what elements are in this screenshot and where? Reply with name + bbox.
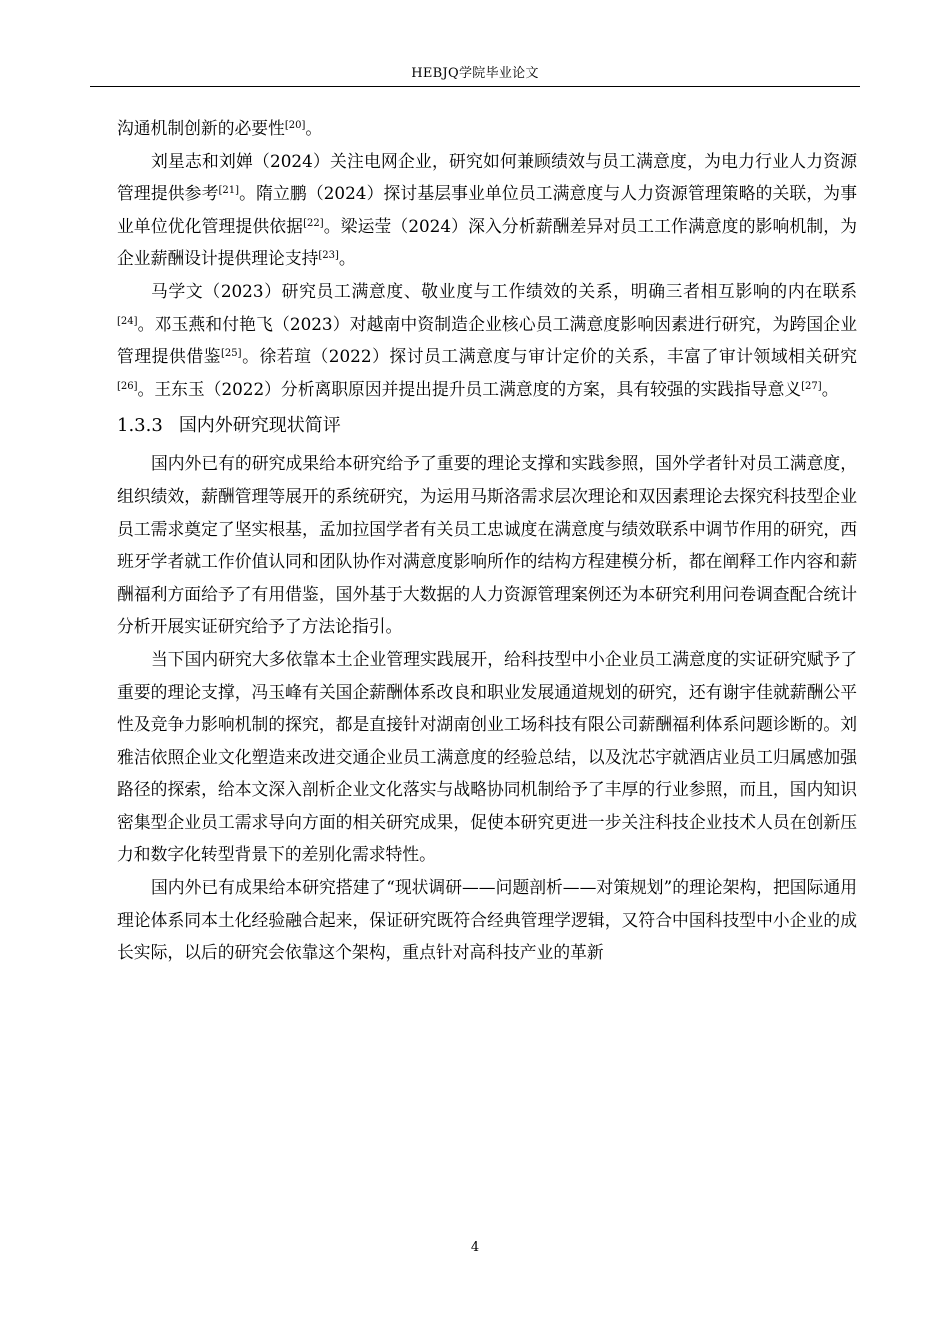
page-header-title: HEBJQ学院毕业论文 xyxy=(411,66,539,81)
paragraph-text: 。 xyxy=(821,378,839,399)
page-number: 4 xyxy=(470,1240,480,1255)
paragraph-3 xyxy=(117,275,857,405)
paragraph-text: 。 xyxy=(305,118,323,138)
paragraph-4: 国内外已有的研究成果给本研究给予了重要的理论支撑和实践参照，国外学者针对员工满意度，组织绩效，薪酬管理等展开的系统研究，为运用马斯洛需求层次理论和双因素理论去探究科技型企业员工需求奠定了坚实根基，孟加拉国学者有关员工忠诚度在满意度与绩效联系中调节作用的研究，西班牙学者就工作价值认同和团队协作对满意度影响所作的结构方程建模分析，都在阐释工作内容和薪酬福利方面给予了有用借鉴，国外基于大数据的人力资源管理案例还为本研究利用问卷调查配合统计分析开展实证研究给予了方法论指引。 xyxy=(117,453,857,637)
paragraph-6: 国内外已有成果给本研究搭建了“现状调研——问题剖析——对策规划”的理论架构，把国际通用理论体系同本土化经验融合起来，保证研究既符合经典管理学逻辑，又符合中国科技型中小企业的成长实际，以后的研究会依靠这个架构，重点针对高科技产业的革新 xyxy=(117,877,857,963)
paragraph-2 xyxy=(117,145,857,275)
document-body xyxy=(117,112,857,969)
paragraph-text: 。 xyxy=(338,248,356,269)
citation-ref: [25] xyxy=(221,348,242,360)
section-number: 1.3.3 xyxy=(117,415,163,437)
paragraph-text: 沟通机制创新的必要性 xyxy=(117,118,285,138)
section-title: 国内外研究现状简评 xyxy=(178,415,341,437)
paragraph-text: 。梁运莹（2024）深入分析薪酬差异对员工工作满意度的影响机制，为企业薪酬设计提供理论支持 xyxy=(117,215,857,269)
citation-ref: [27] xyxy=(801,380,822,392)
paragraph-text: 刘星志和刘婵（2024）关注电网企业，研究如何兼顾绩效与员工满意度，为电力行业人力资源管理提供参考 xyxy=(117,150,857,204)
section-heading xyxy=(117,409,857,443)
citation-ref: [23] xyxy=(318,250,339,262)
citation-ref: [20] xyxy=(284,120,306,131)
citation-ref: [22] xyxy=(303,217,324,229)
paragraph-continuation xyxy=(117,112,857,145)
citation-ref: [24] xyxy=(117,315,138,327)
paragraph-text: 。邓玉燕和付艳飞（2023）对越南中资制造企业核心员工满意度影响因素进行研究，为跨国企业管理提供借鉴 xyxy=(117,313,857,367)
citation-ref: [26] xyxy=(117,380,138,392)
paragraph-text: 马学文（2023）研究员工满意度、敬业度与工作绩效的关系，明确三者相互影响的内在联系 xyxy=(151,280,857,301)
paragraph-5: 当下国内研究大多依靠本土企业管理实践展开，给科技型中小企业员工满意度的实证研究赋予了重要的理论支撑，冯玉峰有关国企薪酬体系改良和职业发展通道规划的研究，还有谢宇佳就薪酬公平性及竞争力影响机制的探究，都是直接针对湖南创业工场科技有限公司薪酬福利体系问题诊断的。刘雅洁依照企业文化塑造来改进交通企业员工满意度的经验总结，以及沈芯宇就酒店业员工归属感加强路径的探索，给本文深入剖析企业文化落实与战略协同机制给予了丰厚的行业参照，而且，国内知识密集型企业员工需求导向方面的相关研究成果，促使本研究更进一步关注科技企业技术人员在创新压力和数字化转型背景下的差别化需求特性。 xyxy=(117,648,857,865)
citation-ref: [21] xyxy=(218,185,240,197)
paragraph-text: 。徐若瑄（2022）探讨员工满意度与审计定价的关系，丰富了审计领域相关研究 xyxy=(241,346,857,367)
header-rule xyxy=(90,86,860,87)
paragraph-text: 。王东玉（2022）分析离职原因并提出提升员工满意度的方案，具有较强的实践指导意义 xyxy=(137,378,802,399)
paragraph-text: 。隋立鹏（2024）探讨基层事业单位员工满意度与人力资源管理策略的关联，为事业单位优化管理提供依据 xyxy=(117,183,857,236)
